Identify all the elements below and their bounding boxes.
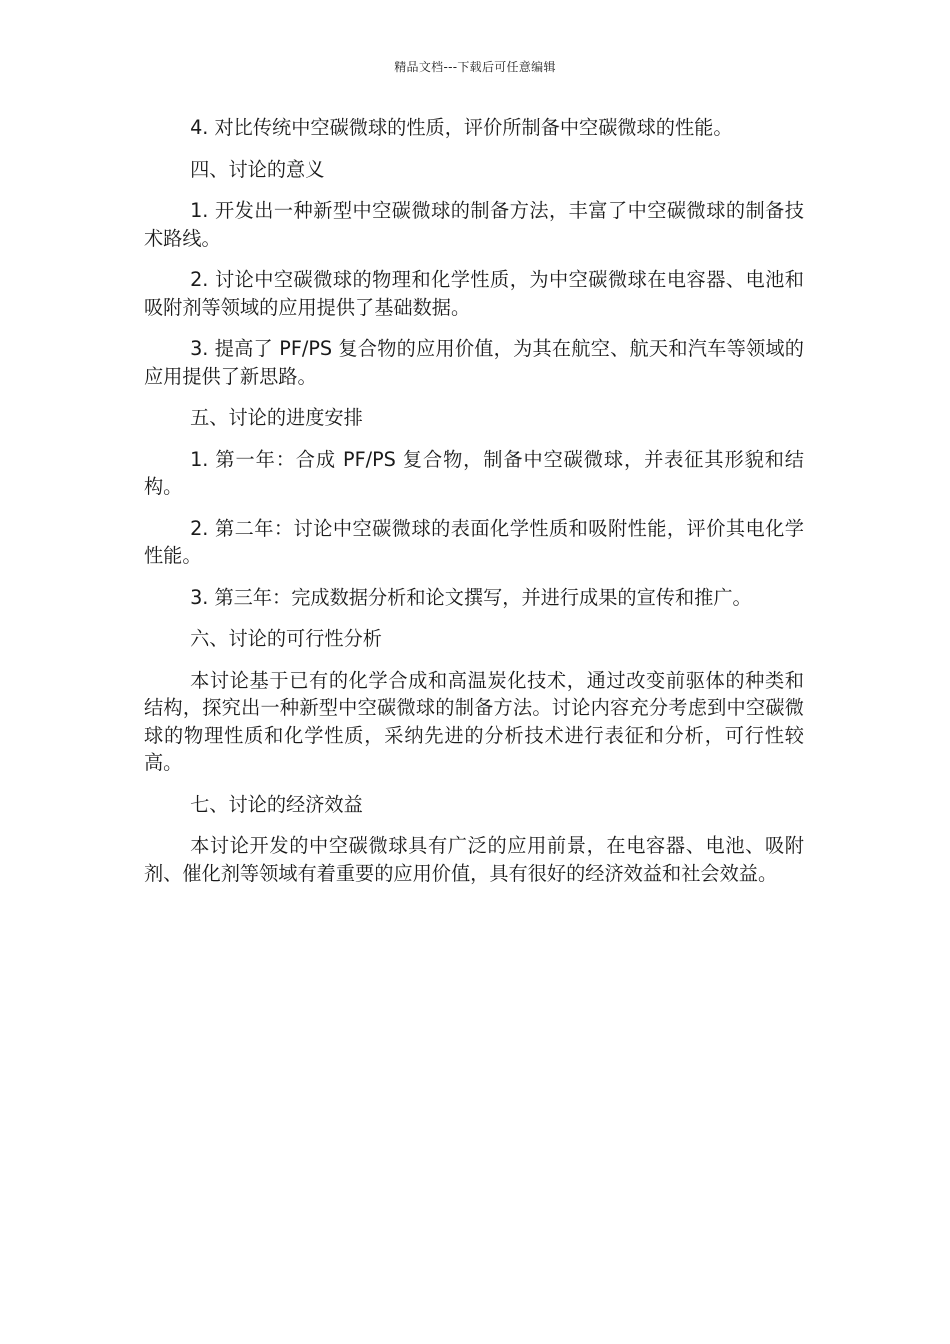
section-heading-schedule: 五、讨论的进度安排: [190, 406, 363, 429]
feasibility-paragraph: 本讨论基于已有的化学合成和高温炭化技术，通过改变前驱体的种类和结构，探究出一种新型中空碳微球的制备方法。讨论内容充分考虑到中空碳微球的物理性质和化学性质，采纳先进的分析技术进行表征和分析，可行性较高。: [144, 668, 804, 774]
significance-item-1: 1. 开发出一种新型中空碳微球的制备方法，丰富了中空碳微球的制备技术路线。: [144, 199, 804, 250]
significance-item-3: 3. 提高了 PF/PS 复合物的应用价值，为其在航空、航天和汽车等领域的应用提供了新思路。: [144, 337, 804, 388]
document-body: [144, 114, 804, 901]
item-4-compare-performance: 4. 对比传统中空碳微球的性质，评价所制备中空碳微球的性能。: [190, 116, 733, 139]
schedule-item-3: 3. 第三年：完成数据分析和论文撰写，并进行成果的宣传和推广。: [190, 585, 752, 609]
section-heading-economic-benefit: 七、讨论的经济效益: [190, 792, 363, 816]
schedule-item-2: 2. 第二年：讨论中空碳微球的表面化学性质和吸附性能，评价其电化学性能。: [144, 516, 804, 567]
economic-benefit-paragraph: 本讨论开发的中空碳微球具有广泛的应用前景，在电容器、电池、吸附剂、催化剂等领域有着重要的应用价值，具有很好的经济效益和社会效益。: [144, 834, 804, 885]
section-heading-significance: 四、讨论的意义: [190, 157, 325, 181]
significance-item-2: 2. 讨论中空碳微球的物理和化学性质，为中空碳微球在电容器、电池和吸附剂等领域的应用提供了基础数据。: [144, 268, 804, 319]
schedule-item-1: 1. 第一年：合成 PF/PS 复合物，制备中空碳微球，并表征其形貌和结构。: [144, 447, 804, 498]
page-header: 精品文档---下载后可任意编辑: [394, 60, 556, 74]
section-heading-feasibility: 六、讨论的可行性分析: [190, 627, 382, 650]
